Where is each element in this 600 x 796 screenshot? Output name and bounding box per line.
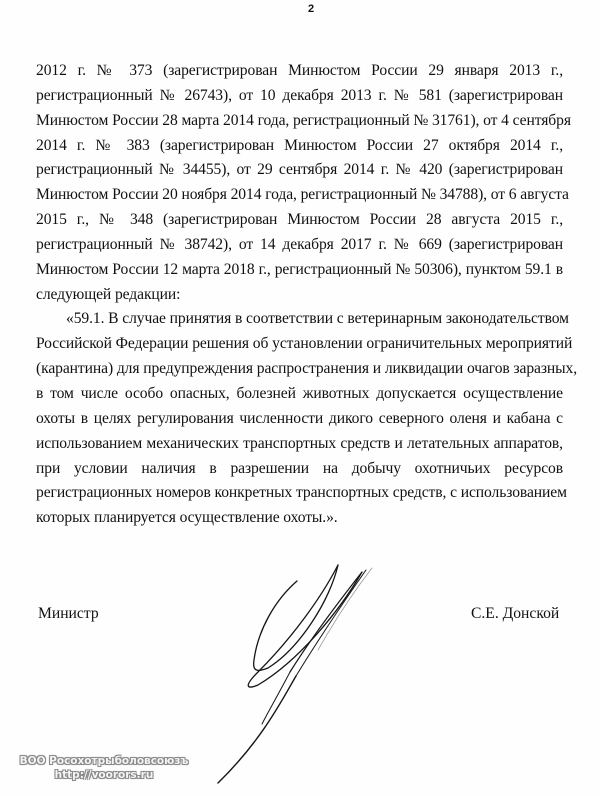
signature-stroke xyxy=(318,568,372,650)
text-line: 2015 г., № 348 (зарегистрирован Минюстом России 28 августа 2015 г., xyxy=(36,211,563,229)
text-line: 2012 г. № 373 (зарегистрирован Минюстом России 29 января 2013 г., xyxy=(36,62,563,79)
text-line: Российской Федерации решения об установлении ограничительных мероприятий xyxy=(36,335,573,353)
signature-stroke xyxy=(290,572,362,672)
text-line: регистрационный № 34455), от 29 сентября 2014 г. № 420 (зарегистрирован xyxy=(36,161,563,179)
text-line: регистрационный № 38742), от 14 декабря 2017 г. № 669 (зарегистрирован xyxy=(36,235,563,253)
text-line: которых планируется осуществление охоты.». xyxy=(36,509,338,527)
document-body xyxy=(36,59,578,531)
text-line: регистрационных номеров конкретных транспортных средств, с использованием xyxy=(36,484,567,502)
text-line: регистрационный № 26743), от 10 декабря 2013 г. № 581 (зарегистрирован xyxy=(36,86,563,104)
watermark xyxy=(4,754,204,782)
text-line: в том числе особо опасных, болезней животных допускается осуществление xyxy=(36,384,563,402)
text-line: Минюстом России 12 марта 2018 г., регистрационный № 50306), пунктом 59.1 в xyxy=(36,260,563,278)
text-line: Минюстом России 20 ноября 2014 года, регистрационный № 34788), от 6 августа xyxy=(36,186,569,204)
text-line: (карантина) для предупреждения распространения и ликвидации очагов заразных, xyxy=(36,360,578,378)
signature-stroke xyxy=(248,565,362,687)
signatory-position: Министр xyxy=(38,605,99,622)
text-line: следующей редакции: xyxy=(36,285,181,303)
text-line: при условии наличия в разрешении на добычу охотничьих ресурсов xyxy=(36,459,563,477)
watermark-org-name: ВОО Росохотрыболовсоюзъ xyxy=(19,755,189,767)
text-line: Минюстом России 28 марта 2014 года, регистрационный № 31761), от 4 сентября xyxy=(36,111,571,129)
signature-stroke xyxy=(218,676,296,783)
text-line: «59.1. В случае принятия в соответствии с ветеринарным законодательством xyxy=(66,310,569,328)
watermark-url: http://voorors.ru xyxy=(54,769,154,781)
text-line: использованием механических транспортных средств и летательных аппаратов, xyxy=(36,434,563,452)
text-line: охоты в целях регулирования численности дикого северного оленя и кабана с xyxy=(36,409,563,427)
signature-stroke xyxy=(296,570,366,676)
signatory-name: С.Е. Донской xyxy=(471,605,560,622)
text-line: 2014 г. № 383 (зарегистрирован Минюстом России 27 октября 2014 г., xyxy=(36,136,563,154)
signature-stroke xyxy=(262,672,290,724)
page-number: 2 xyxy=(308,3,315,15)
paragraph-clause-59-1 xyxy=(36,307,578,531)
paragraph-amendment-list xyxy=(36,59,571,307)
signature-stroke xyxy=(254,565,338,670)
